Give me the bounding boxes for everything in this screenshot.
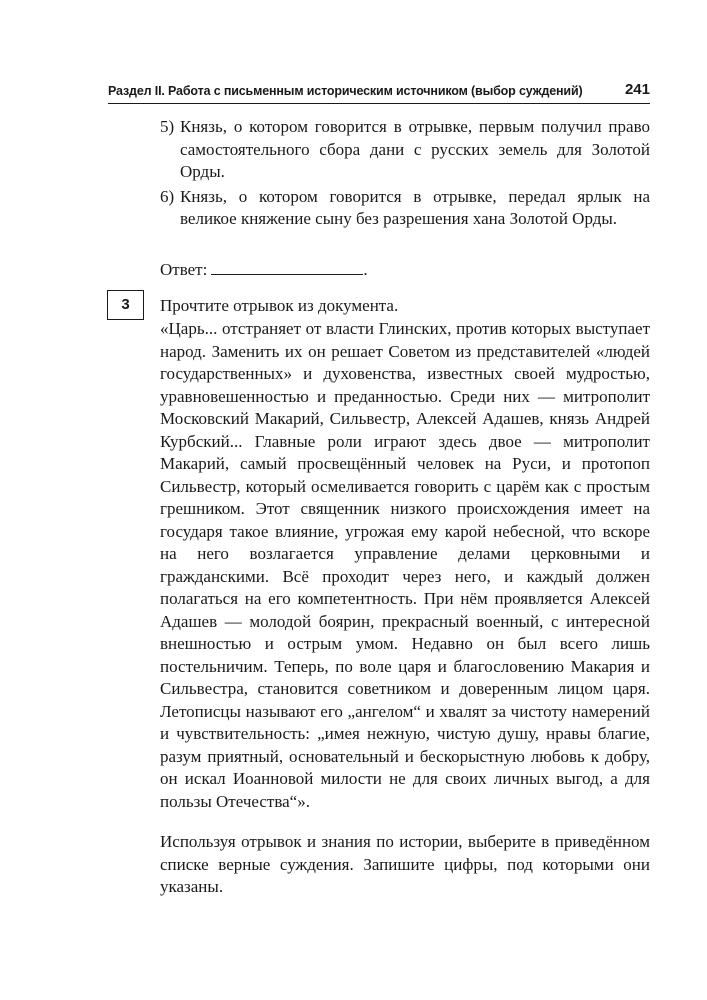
option-item-5 xyxy=(160,116,650,184)
answer-line xyxy=(160,258,460,282)
task-question: Используя отрывок и знания по истории, выберите в приведённом списке верные суждения. Запишите цифры, под которыми они указаны. xyxy=(160,832,650,896)
option-number: 6) xyxy=(160,186,175,206)
option-text: Князь, о котором говорится в отрывке, передал ярлык на великое княжение сыну без разрешения хана Золотой Орды. xyxy=(180,186,650,228)
answer-options-list xyxy=(160,116,650,233)
option-number: 5) xyxy=(160,117,175,136)
answer-blank-field[interactable] xyxy=(211,258,363,275)
option-text: Князь, о котором говорится в отрывке, первым получил право самостоятельного сбора дани с русских земель для Золотой Орды. xyxy=(180,117,650,181)
answer-suffix: . xyxy=(363,260,368,279)
option-item-6 xyxy=(160,186,650,231)
running-head xyxy=(108,80,650,102)
document-excerpt: «Царь... отстраняет от власти Глинских, против которых выступает народ. Заменить их он решает Советом из представителей «людей государственных» и духовенства, известных своей мудростью, уравновешенностью и преданностью. Среди них — митрополит Московский Макарий, Сильвестр, Алексей Адашев, князь Андрей Курбский... Главные роли играют здесь двое — митрополит Макарий, самый просвещённый человек на Руси, и протопоп Сильвестр, который осмеливается говорить с царём как с простым грешником. Этот священник низкого происхождения имеет на государя такое влияние, угрожая ему карой небесной, что вскоре на него возлагается управление делами церковными и гражданскими. Всё проходит через него, и каждый должен полагаться на его компетентность. При нём проявляется Алексей Адашев — молодой боярин, прекрасный военный, с интересной внешностью и острым умом. Недавно он был всего лишь постельничим. Теперь, по воле царя и благословению Макария и Сильвестра, становится советником и доверенным лицом царя. Летописцы называют его „ангелом“ и хвалят за чистоту намерений и чувствительность: „имея нежную, чистую душу, нравы благие, разум приятный, основательный и бескорыстную любовь к добру, он искал Иоанновой милости не для своих личных выгод, а для пользы Отечества“». xyxy=(160,319,650,811)
header-rule xyxy=(108,103,650,104)
page-number: 241 xyxy=(624,81,650,98)
task-number-box: 3 xyxy=(107,290,144,320)
section-title: Раздел II. Работа с письменным историческим источником (выбор суждений) xyxy=(108,84,583,98)
answer-label: Ответ: xyxy=(160,260,208,279)
task-instruction: Прочтите отрывок из документа. xyxy=(160,296,399,315)
